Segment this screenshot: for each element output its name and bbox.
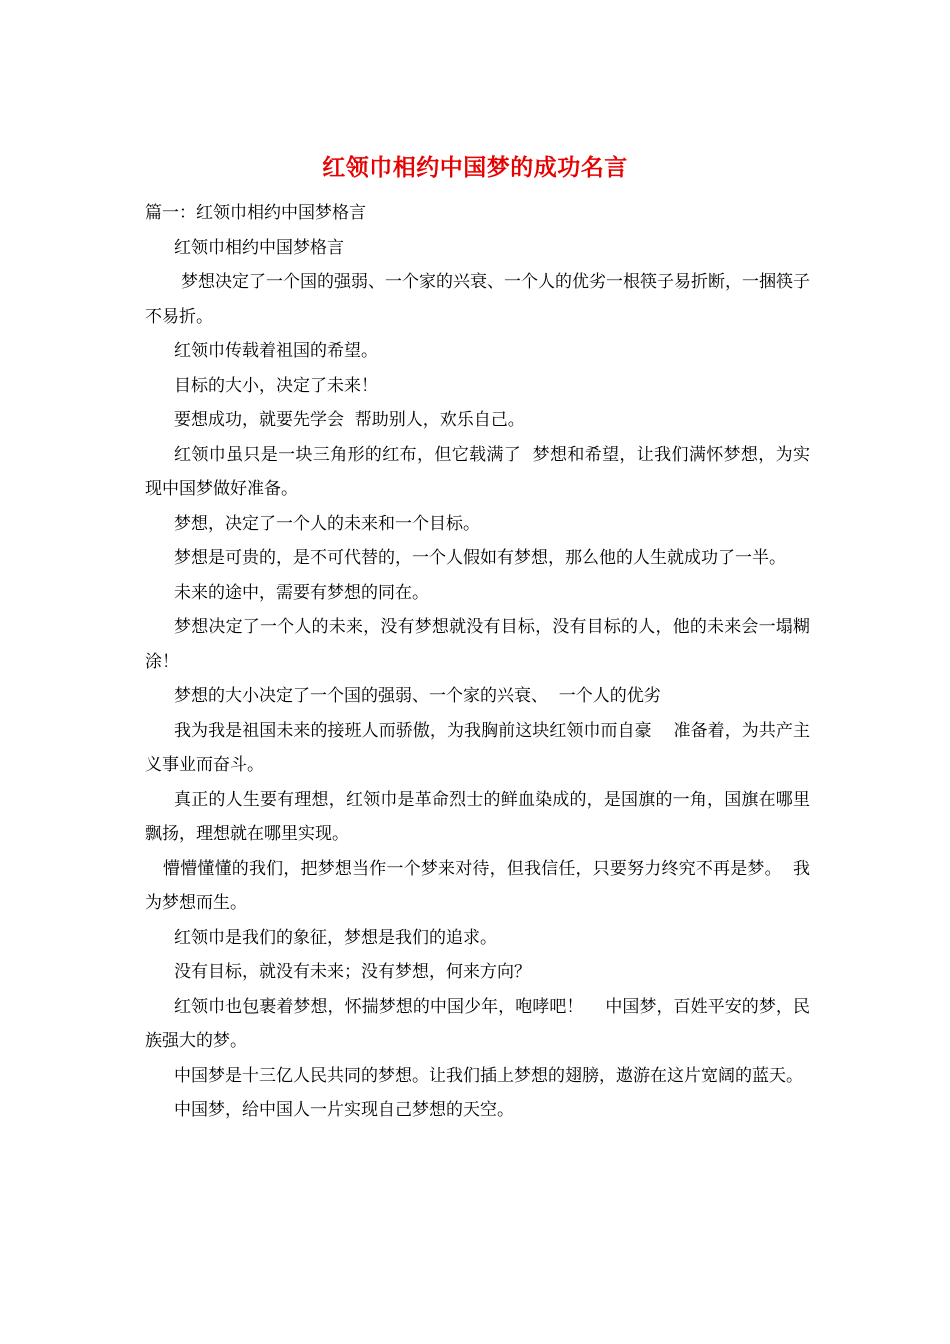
paragraph: 梦想的大小决定了一个国的强弱、一个家的兴衰、 一个人的优劣 bbox=[174, 686, 661, 706]
subheading: 红领巾相约中国梦格言 bbox=[174, 237, 344, 258]
paragraph: 目标的大小，决定了未来！ bbox=[174, 375, 378, 396]
paragraph: 梦想，决定了一个人的未来和一个目标。 bbox=[174, 513, 480, 534]
paragraph: 懵懵懂懂的我们，把梦想当作一个梦来对待，但我信任，只要努力终究不再是梦。 我为梦想而生。 bbox=[145, 858, 810, 913]
document-title: 红领巾相约中国梦的成功名言 bbox=[322, 154, 628, 181]
document-body bbox=[145, 196, 810, 1128]
paragraph: 梦想是可贵的，是不可代替的，一个人假如有梦想，那么他的人生就成功了一半。 bbox=[174, 548, 786, 568]
paragraph: 中国梦是十三亿人民共同的梦想。让我们插上梦想的翅膀，遨游在这片宽阔的蓝天。 bbox=[174, 1065, 803, 1086]
paragraph: 梦想决定了一个国的强弱、一个家的兴衰、一个人的优劣一根筷子易折断，一捆筷子不易折。 bbox=[145, 272, 810, 327]
paragraph: 红领巾也包裹着梦想，怀揣梦想的中国少年，咆哮吧！ 中国梦，百姓平安的梦，民族强大的梦。 bbox=[145, 996, 810, 1051]
paragraph: 红领巾传载着祖国的希望。 bbox=[174, 341, 378, 361]
paragraph: 红领巾是我们的象征，梦想是我们的追求。 bbox=[174, 927, 497, 948]
paragraph: 未来的途中，需要有梦想的同在。 bbox=[174, 582, 429, 603]
paragraph: 没有目标，就没有未来；没有梦想，何来方向？ bbox=[174, 962, 531, 982]
paragraph: 我为我是祖国未来的接班人而骄傲，为我胸前这块红领巾而自豪 准备着，为共产主义事业而奋斗。 bbox=[145, 720, 810, 775]
paragraph: 要想成功，就要先学会 帮助别人，欢乐自己。 bbox=[174, 410, 525, 430]
paragraph: 中国梦，给中国人一片实现自己梦想的天空。 bbox=[174, 1100, 514, 1120]
paragraph: 真正的人生要有理想，红领巾是革命烈士的鲜血染成的，是国旗的一角，国旗在哪里飘扬，理想就在哪里实现。 bbox=[145, 789, 810, 844]
paragraph: 红领巾虽只是一块三角形的红布，但它载满了 梦想和希望，让我们满怀梦想，为实现中国梦做好准备。 bbox=[145, 444, 810, 499]
section-heading: 篇一：红领巾相约中国梦格言 bbox=[145, 203, 366, 223]
paragraph: 梦想决定了一个人的未来，没有梦想就没有目标，没有目标的人，他的未来会一塌糊涂！ bbox=[145, 617, 810, 672]
